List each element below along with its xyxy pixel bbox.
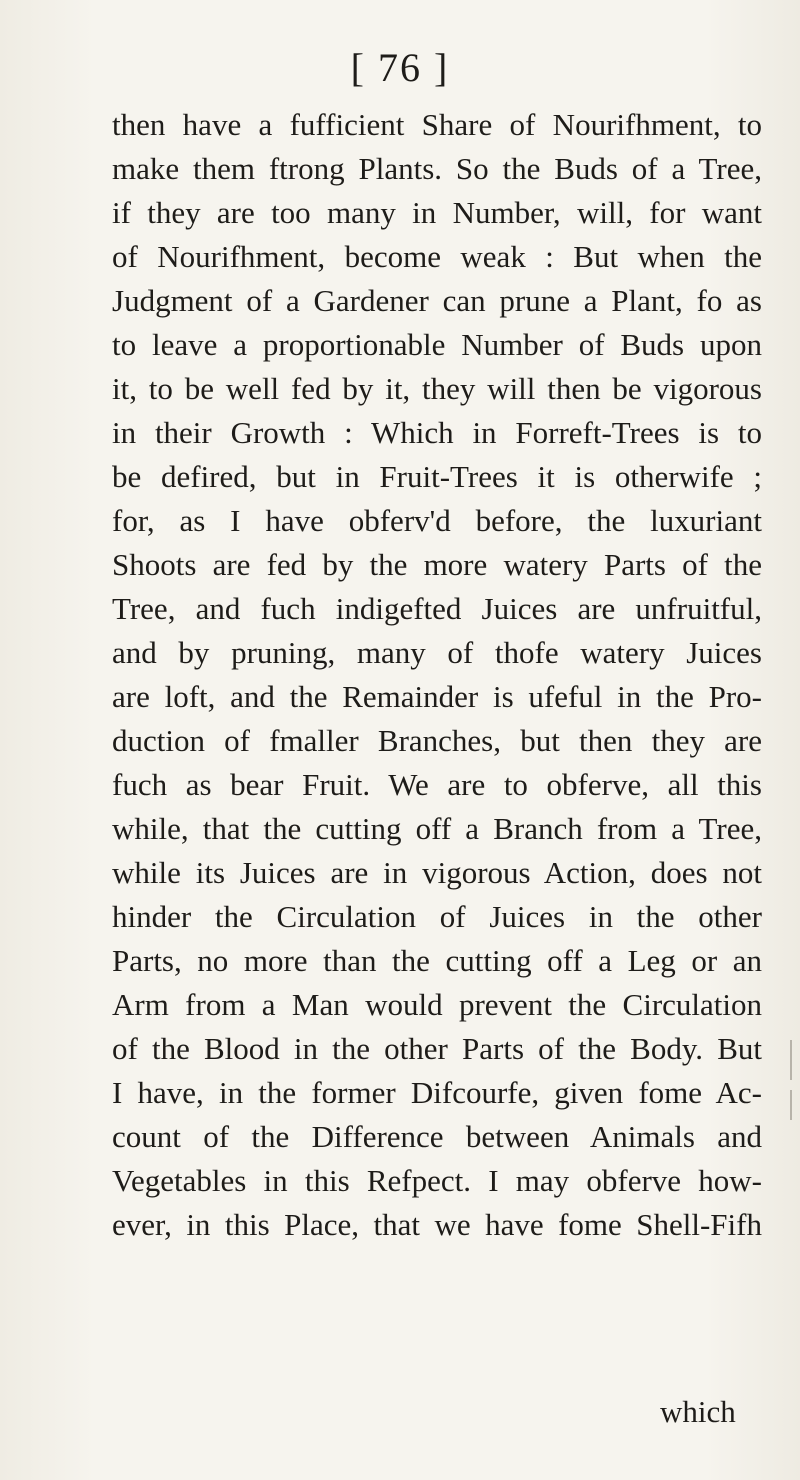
text-line: and by pruning, many of thofe watery Juices [112, 635, 762, 670]
text-line: count of the Difference between Animals and [112, 1119, 762, 1154]
text-line: ever, in this Place, that we have fome Shell-Fifh [112, 1207, 762, 1242]
catchword: which [660, 1394, 736, 1429]
text-line: for, as I have obferv'd before, the luxuriant [112, 503, 762, 538]
text-line: I have, in the former Difcourfe, given fome Ac- [112, 1075, 762, 1110]
text-line: while, that the cutting off a Branch from a Tree, [112, 811, 762, 846]
text-line: hinder the Circulation of Juices in the other [112, 899, 762, 934]
text-line: make them ftrong Plants. So the Buds of a Tree, [112, 151, 762, 186]
text-line: are loft, and the Remainder is ufeful in the Pro- [112, 679, 762, 714]
text-line: Arm from a Man would prevent the Circulation [112, 987, 762, 1022]
text-line: of Nourifhment, become weak : But when the [112, 239, 762, 274]
text-line: be defired, but in Fruit-Trees it is otherwife ; [112, 459, 762, 494]
text-line: while its Juices are in vigorous Action, does not [112, 855, 762, 890]
text-line: then have a fufficient Share of Nourifhment, to [112, 107, 762, 142]
body-text [112, 103, 762, 1247]
text-line: in their Growth : Which in Forreft-Trees is to [112, 415, 762, 450]
margin-mark [790, 1040, 792, 1080]
text-line: if they are too many in Number, will, for want [112, 195, 762, 230]
margin-mark [790, 1090, 792, 1120]
text-line: duction of fmaller Branches, but then they are [112, 723, 762, 758]
text-line: to leave a proportionable Number of Buds upon [112, 327, 762, 362]
text-line: Parts, no more than the cutting off a Leg or an [112, 943, 762, 978]
page-number: [ 76 ] [350, 45, 450, 90]
text-line: Tree, and fuch indigefted Juices are unfruitful, [112, 591, 762, 626]
text-line: of the Blood in the other Parts of the Body. But [112, 1031, 762, 1066]
text-line: fuch as bear Fruit. We are to obferve, all this [112, 767, 762, 802]
text-line: it, to be well fed by it, they will then be vigorous [112, 371, 762, 406]
text-line: Judgment of a Gardener can prune a Plant, fo as [112, 283, 762, 318]
text-line: Shoots are fed by the more watery Parts of the [112, 547, 762, 582]
text-line: Vegetables in this Refpect. I may obferve how- [112, 1163, 762, 1198]
